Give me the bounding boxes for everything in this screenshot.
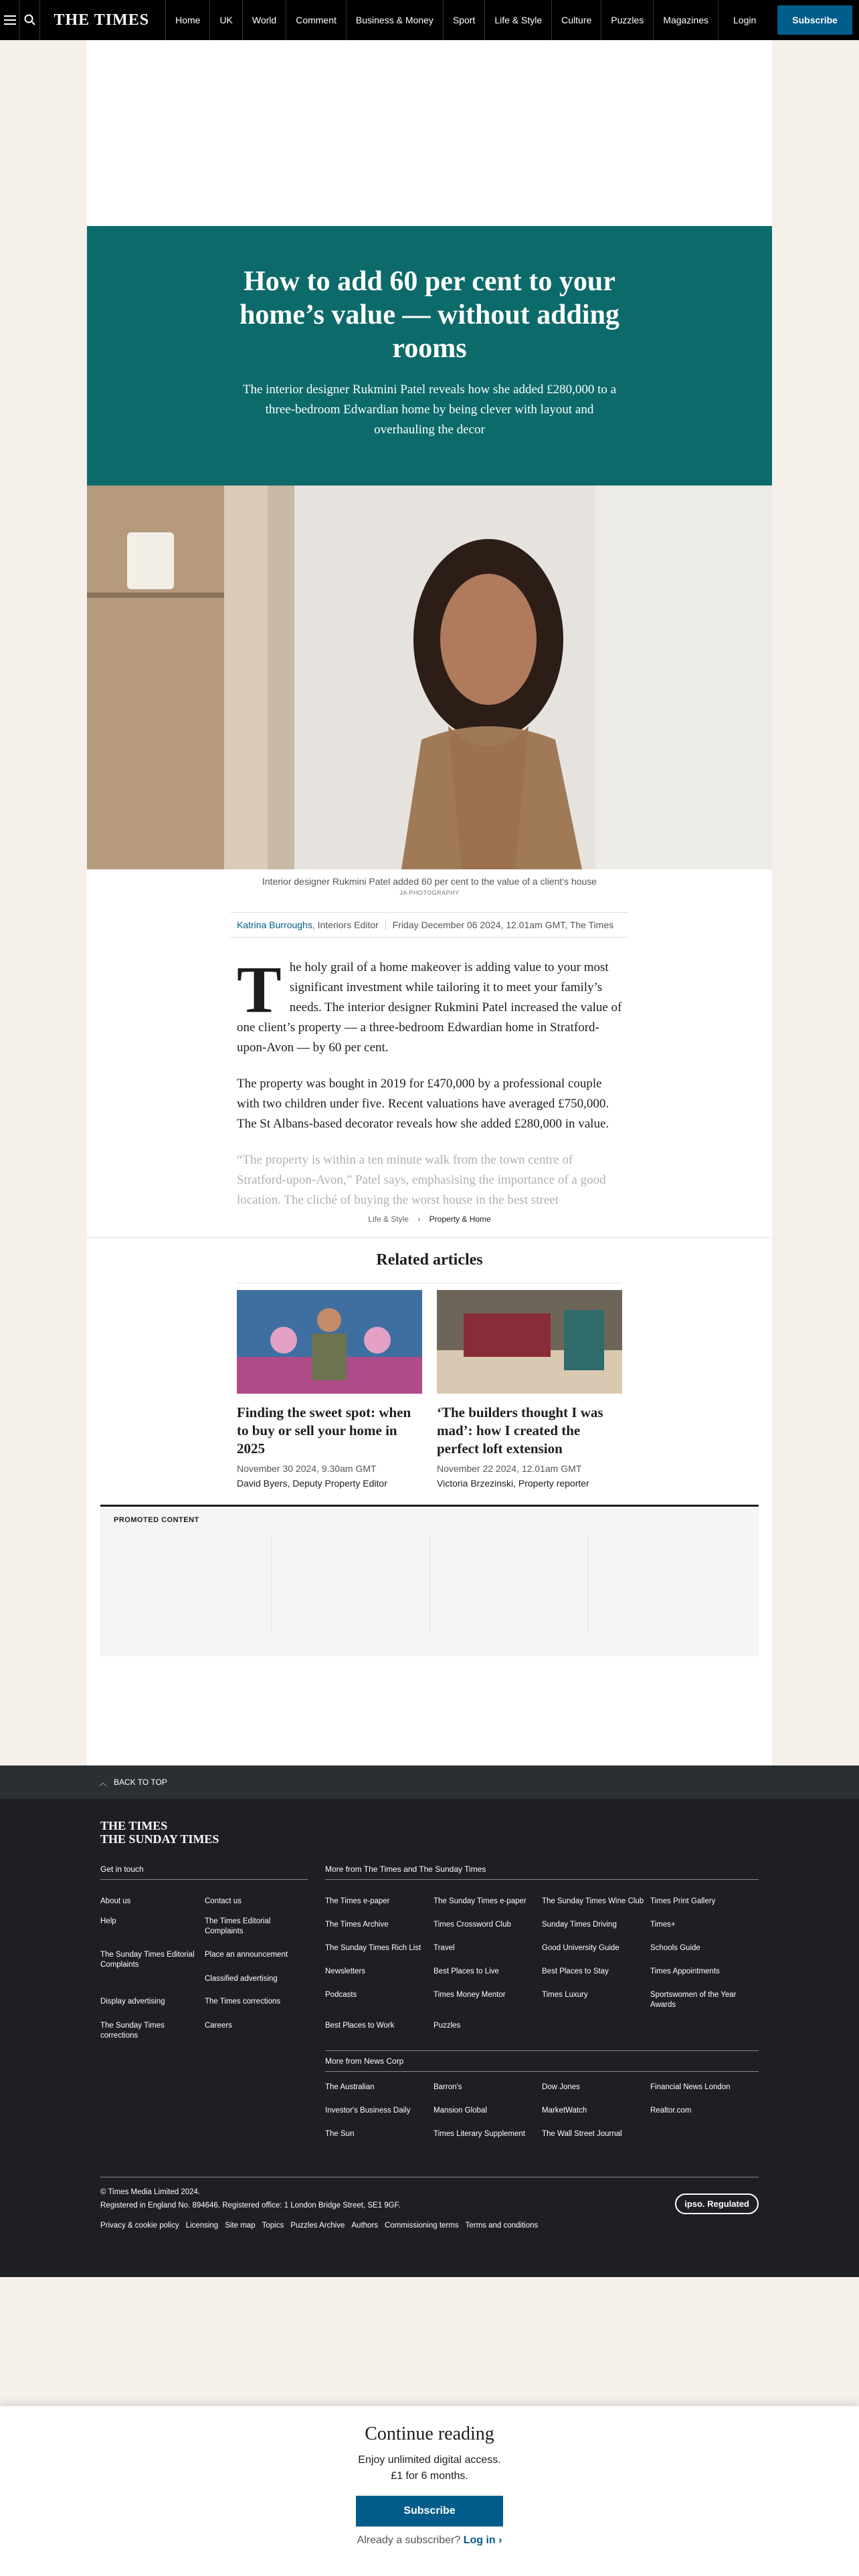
paywall-line2: £1 for 6 months. [391,2470,468,2482]
related-card[interactable] [237,1290,422,1489]
article-paragraph [237,952,622,1058]
menu-icon[interactable] [0,0,20,40]
designer-photo-image [87,486,772,869]
footer-link[interactable]: Podcasts [325,1991,357,1999]
legal-link[interactable]: Privacy & cookie policy [100,2222,179,2230]
back-to-top-bar[interactable] [0,1765,859,1799]
registered-office: Registered in England No. 894646. Registered office: 1 London Bridge Street, SE1 9GF. [100,2202,401,2210]
search-icon[interactable] [20,0,40,40]
related-card-title[interactable]: ‘The builders thought I was mad’: how I created the perfect loft extension [437,1404,603,1457]
site-footer [0,1799,859,2277]
byline [230,912,629,938]
promo-slot[interactable] [588,1533,745,1634]
top-nav [0,0,859,40]
paywall-subscribe-button[interactable]: Subscribe [356,2496,503,2527]
legal-links [100,2219,759,2232]
paywall-login-link[interactable]: Log in › [463,2535,502,2546]
related-card-date: November 22 2024, 12.01am GMT [437,1463,582,1474]
footer-link[interactable]: Display advertising [100,1998,165,2006]
legal-link[interactable]: Site map [225,2222,256,2230]
article-standfirst: The interior designer Rukmini Patel reveals how she added £280,000 to a three-bedroom Edwardian home by being clever with layout and overhauling the decor [242,383,617,437]
legal-link[interactable]: Puzzles Archive [290,2222,345,2230]
paywall-line1: Enjoy unlimited digital access. [358,2454,501,2466]
nav-link-life-style[interactable]: Life & Style [484,0,551,40]
footer-link[interactable]: Best Places to Work [325,2022,395,2030]
footer-link[interactable]: Times Luxury [542,1991,588,1999]
footer-link[interactable]: Help [100,1917,116,1925]
article-paragraph: The property was bought in 2019 for £470,000 by a professional couple with two children under five. Recent valuations have averaged £750,000. The St Albans-based decorator reveals how she added £280,000 in value. [237,1077,609,1131]
chevron-right-icon: › [417,1214,421,1224]
already-subscriber-text: Already a subscriber? [357,2535,461,2546]
breadcrumb-parent[interactable]: Life & Style [368,1214,409,1224]
footer-link[interactable]: The Times e-paper [325,1897,390,1905]
footer-link[interactable]: Realtor.com [650,2107,692,2115]
footer-link[interactable]: Careers [205,2022,232,2030]
article-photo [87,486,772,869]
copyright: © Times Media Limited 2024. [100,2188,201,2196]
article-body [237,952,622,1207]
chevron-up-icon: ︿ [99,1778,108,1788]
footer-link[interactable]: Puzzles [434,2022,461,2030]
related-card-author: Victoria Brzezinski, Property reporter [437,1478,589,1489]
promoted-label: PROMOTED CONTENT [114,1516,199,1524]
breadcrumb-current[interactable]: Property & Home [429,1214,491,1224]
footer-link[interactable]: Times+ [650,1921,676,1929]
ipso-badge[interactable]: ipso. Regulated [675,2193,759,2214]
footer-legal [100,2177,759,2232]
footer-link[interactable]: The Sunday Times Rich List [325,1944,421,1952]
site-logo[interactable]: THE TIMES [54,11,150,29]
related-card-image [437,1290,622,1394]
related-card-date: November 30 2024, 9.30am GMT [237,1463,377,1474]
footer-link[interactable]: The Wall Street Journal [542,2130,622,2138]
photo-credit: JA PHOTOGRAPHY [399,889,460,896]
footer-link[interactable]: About us [100,1897,131,1905]
footer-link[interactable]: Sunday Times Driving [542,1921,617,1929]
publish-date: Friday December 06 2024, 12.01am GMT, The Times [385,920,613,930]
related-card[interactable] [437,1290,622,1489]
footer-link[interactable]: Classified advertising [205,1975,278,1983]
legal-link[interactable]: Terms and conditions [465,2222,539,2230]
footer-link[interactable]: Place an announcement [205,1951,288,1959]
drop-cap: T [237,952,282,1027]
paragraph-1-text: he holy grail of a home makeover is adding value to your most significant investment while tailoring it to meet your family’s needs. The interior designer Rukmini Patel increased the value of one client’s property — a three-bedroom Edwardian home in Stratford-upon-Avon — by 60 per cent. [237,960,622,1055]
footer-link[interactable]: Newsletters [325,1967,366,1975]
subscribe-button[interactable]: Subscribe [777,5,852,35]
login-link[interactable]: Login [718,0,771,40]
footer-link[interactable]: Times Crossword Club [434,1921,511,1929]
ad-slot [87,40,772,226]
already-subscriber [0,2535,859,2547]
legal-link[interactable]: Topics [262,2222,284,2230]
footer-link[interactable]: The Times Archive [325,1921,389,1929]
footer-link[interactable]: Mansion Global [434,2107,487,2115]
footer-link[interactable]: Times Literary Supplement [434,2130,525,2138]
nav-link-world[interactable]: World [242,0,286,40]
footer-logo[interactable] [100,1819,219,1846]
article-paragraph-faded: “The property is within a ten minute walk from the town centre of Stratford-upon-Avon,” Patel says, emphasising the importance of a good location. The cliché of buying the worst house in the best street [237,1153,606,1207]
related-card-author: David Byers, Deputy Property Editor [237,1478,387,1489]
footer-link[interactable]: The Australian [325,2083,375,2091]
photo-caption: Interior designer Rukmini Patel added 60 per cent to the value of a client’s house [262,876,597,887]
get-in-touch-title: Get in touch [100,1864,308,1880]
footer-link[interactable]: Best Places to Stay [542,1967,609,1975]
back-to-top-label[interactable]: BACK TO TOP [114,1778,167,1787]
nav-link-uk[interactable]: UK [209,0,242,40]
main-content [87,40,772,1765]
more-from-title: More from The Times and The Sunday Times [325,1864,759,1880]
footer-link[interactable]: Best Places to Live [434,1967,499,1975]
footer-link[interactable]: Good University Guide [542,1944,619,1952]
nav-link-business[interactable]: Business & Money [346,0,443,40]
promo-slot[interactable] [114,1533,272,1634]
footer-link[interactable]: The Times Editorial Complaints [205,1917,271,1935]
article-hero [87,226,772,486]
promo-slot[interactable] [430,1533,588,1634]
related-heading: Related articles [376,1251,483,1269]
related-articles [87,1237,772,1489]
legal-link[interactable]: Licensing [185,2222,219,2230]
nav-link-culture[interactable]: Culture [551,0,601,40]
footer-logo-sunday-times: THE SUNDAY TIMES [100,1832,219,1846]
footer-link[interactable]: The Sunday Times e-paper [434,1897,527,1905]
footer-link[interactable]: Times Appointments [650,1967,720,1975]
footer-link[interactable]: Schools Guide [650,1944,700,1952]
footer-link[interactable]: Sportswomen of the Year Awards [650,1991,737,2009]
nav-link-sport[interactable]: Sport [443,0,484,40]
article-headline: How to add 60 per cent to your home’s value — without adding rooms [240,266,619,364]
footer-link[interactable]: The Sun [325,2130,355,2138]
legal-link[interactable]: Authors [351,2222,379,2230]
footer-link[interactable]: Times Print Gallery [650,1897,716,1905]
breadcrumb [87,1214,772,1224]
paywall-panel [0,2406,859,2576]
footer-link[interactable]: Barron's [434,2083,462,2091]
footer-link[interactable]: Investor's Business Daily [325,2107,411,2115]
nav-link-puzzles[interactable]: Puzzles [601,0,653,40]
footer-link[interactable]: MarketWatch [542,2107,587,2115]
footer-link[interactable]: The Sunday Times corrections [100,2022,165,2040]
nav-link-comment[interactable]: Comment [286,0,346,40]
nav-links [165,0,718,40]
footer-link[interactable]: The Sunday Times Editorial Complaints [100,1951,195,1969]
author-role: , Interiors Editor [312,920,379,930]
footer-link[interactable]: Financial News London [650,2083,731,2091]
footer-link[interactable]: Times Money Mentor [434,1991,506,1999]
footer-link[interactable]: Contact us [205,1897,242,1905]
author-link[interactable]: Katrina Burroughs [237,920,312,930]
more-news-corp-title: More from News Corp [325,2050,759,2072]
footer-link[interactable]: The Sunday Times Wine Club [542,1897,644,1905]
footer-link[interactable]: Travel [434,1944,455,1952]
related-card-image [237,1290,422,1394]
footer-link[interactable]: The Times corrections [205,1998,281,2006]
nav-link-home[interactable]: Home [165,0,209,40]
footer-link[interactable]: Dow Jones [542,2083,580,2091]
legal-link[interactable]: Commissioning terms [385,2222,459,2230]
footer-logo-times: THE TIMES [100,1819,168,1832]
nav-link-magazines[interactable]: Magazines [653,0,718,40]
related-card-title[interactable]: Finding the sweet spot: when to buy or sell your home in 2025 [237,1404,411,1457]
promo-slot[interactable] [272,1533,430,1634]
promoted-content [100,1505,759,1656]
paywall-heading: Continue reading [365,2424,494,2444]
